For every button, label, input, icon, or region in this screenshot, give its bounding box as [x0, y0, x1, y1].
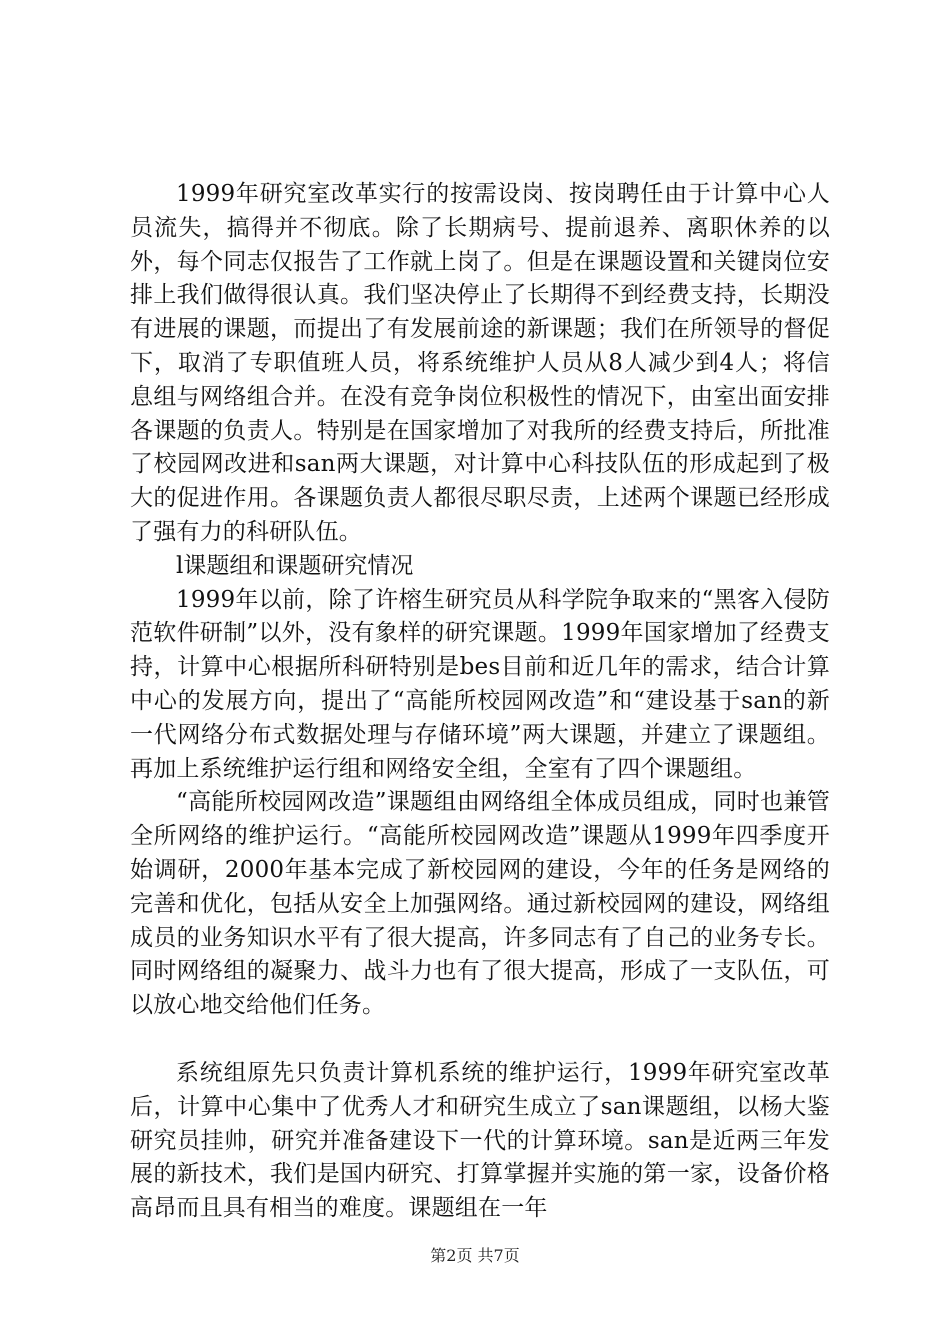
- section-heading: l课题组和课题研究情况: [176, 552, 414, 579]
- paragraph-campus-network: “高能所校园网改造”课题组由网络组全体成员组成，同时也兼管全所网络的维护运行。“高能所校园网改造”课题从1999年四季度开始调研，2000年基本完成了新校园网的建设，今年的任务是网络的完善和优化，包括从安全上加强网络。通过新校园网的建设，网络组成员的业务知识水平有了很大提高，许多同志有了自己的业务专长。同时网络组的凝聚力、战斗力也有了很大提高，形成了一支队伍，可以放心地交给他们任务。: [130, 789, 830, 1019]
- paragraph-reform: 1999年研究室改革实行的按需设岗、按岗聘任由于计算中心人员流失，搞得并不彻底。除了长期病号、提前退养、离职休养的以外，每个同志仅报告了工作就上岗了。但是在课题设置和关键岗位安排上我们做得很认真。我们坚决停止了长期得不到经费支持，长期没有进展的课题，而提出了有发展前途的新课题；我们在所领导的督促下，取消了专职值班人员，将系统维护人员从8人减少到4人；将信息组与网络组合并。在没有竞争岗位积极性的情况下，由室出面安排各课题的负责人。特别是在国家增加了对我所的经费支持后，所批准了校园网改进和san两大课题，对计算中心科技队伍的形成起到了极大的促进作用。各课题负责人都很尽职尽责，上述两个课题已经形成了强有力的科研队伍。: [130, 181, 830, 545]
- document-body: [130, 178, 830, 1226]
- paragraph-gap: [130, 1023, 830, 1057]
- paragraph-projects: 1999年以前，除了许榕生研究员从科学院争取来的“黑客入侵防范软件研制”以外，没有象样的研究课题。1999年国家增加了经费支持，计算中心根据所科研特别是bes目前和近几年的需求，结合计算中心的发展方向，提出了“高能所校园网改造”和“建设基于san的新一代网络分布式数据处理与存储环境”两大课题，并建立了课题组。再加上系统维护运行组和网络安全组，全室有了四个课题组。: [130, 586, 830, 782]
- page-footer: 第2页 共7页: [430, 1246, 520, 1265]
- paragraph-system-group: 系统组原先只负责计算机系统的维护运行，1999年研究室改革后，计算中心集中了优秀人才和研究生成立了san课题组，以杨大鉴研究员挂帅，研究并准备建设下一代的计算环境。san是近两三年发展的新技术，我们是国内研究、打算掌握并实施的第一家，设备价格高昂而且具有相当的难度。课题组在一年: [130, 1059, 830, 1222]
